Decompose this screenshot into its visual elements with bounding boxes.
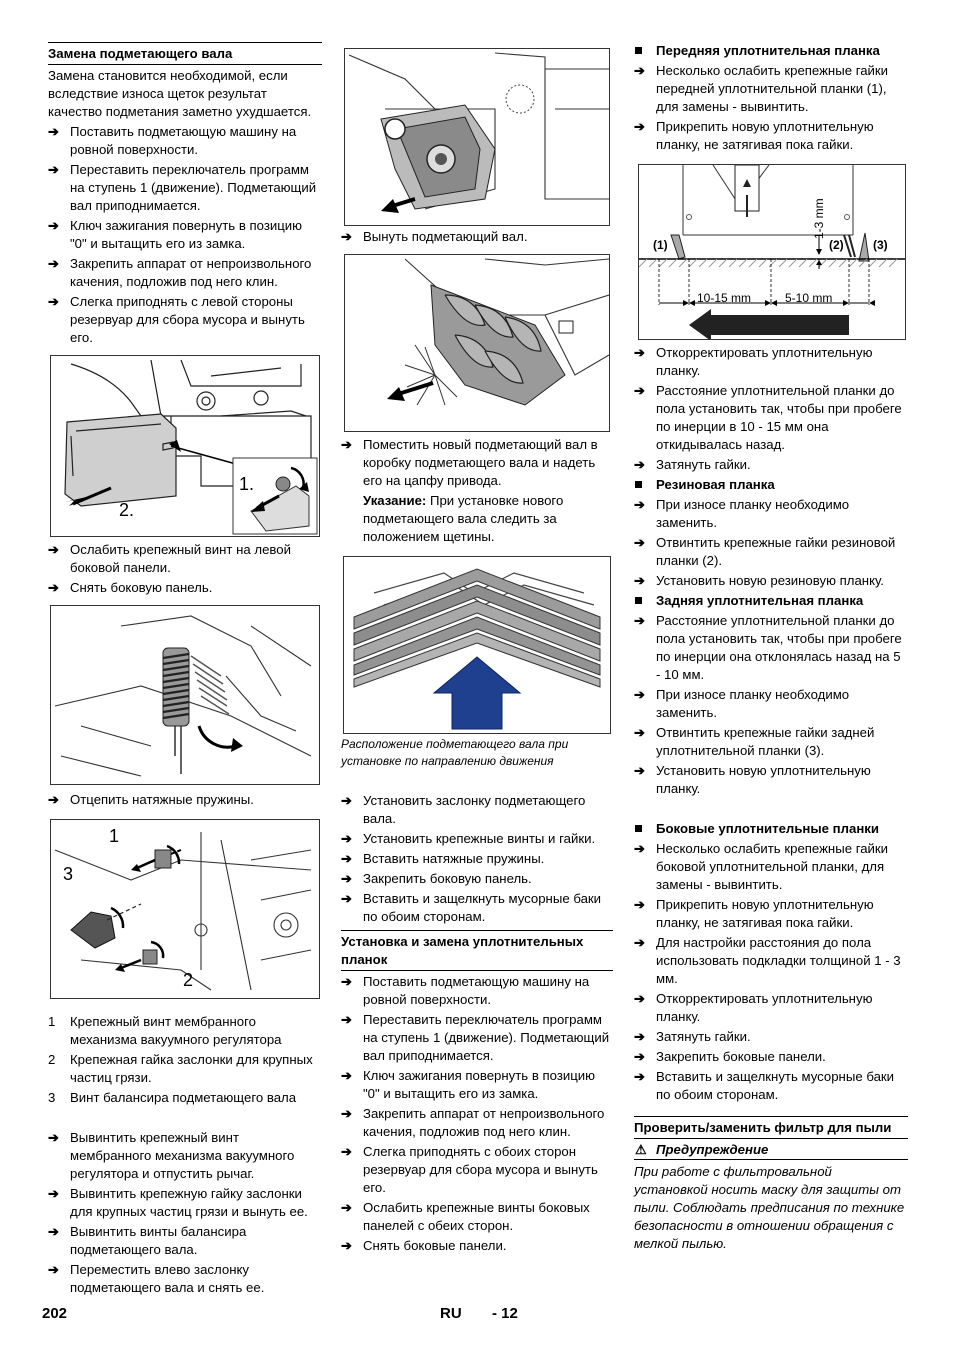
- step-item: [341, 792, 613, 828]
- arrow-right-icon: ➔: [634, 1069, 646, 1084]
- subheading-rubber-strip: Резиновая планка: [634, 476, 908, 494]
- arrow-right-icon: ➔: [634, 119, 646, 134]
- step-text: Отвинтить крепежные гайки резиновой планки (2).: [656, 535, 896, 568]
- step-list: [48, 123, 322, 347]
- section-heading: Замена подметающего вала: [48, 42, 322, 65]
- arrow-right-icon: ➔: [48, 124, 60, 139]
- step-item: [634, 344, 908, 380]
- arrow-right-icon: ➔: [341, 793, 353, 808]
- legend-number: 3: [48, 1090, 56, 1105]
- legend-text: Крепежный винт мембранного механизма вакуумного регулятора: [70, 1014, 282, 1047]
- arrow-right-icon: ➔: [341, 437, 353, 452]
- step-list: [341, 792, 613, 926]
- step-item: [48, 1223, 322, 1259]
- arrow-right-icon: ➔: [634, 725, 646, 740]
- step-item: [634, 762, 908, 798]
- step-text: Вставить и защелкнуть мусорные баки по обоим сторонам.: [363, 891, 602, 924]
- arrow-right-icon: ➔: [634, 935, 646, 950]
- step-list: [634, 344, 908, 474]
- arrow-right-icon: ➔: [634, 573, 646, 588]
- arrow-right-icon: ➔: [634, 687, 646, 702]
- step-item: [341, 1011, 613, 1065]
- step-text: При износе планку необходимо заменить.: [656, 687, 850, 720]
- step-item: [341, 1143, 613, 1197]
- step-item: [341, 973, 613, 1009]
- step-text: Установить новую резиновую планку.: [656, 573, 884, 588]
- step-item: [48, 123, 322, 159]
- figure-label-2: 2.: [119, 500, 135, 520]
- step-text: Отцепить натяжные пружины.: [70, 792, 254, 807]
- diagram-gap-label: 1-3 mm: [812, 198, 826, 239]
- step-list: [634, 62, 908, 154]
- step-item: [634, 456, 908, 474]
- intro-text: Замена становится необходимой, если вследствие износа щеток результат качество подметания заметно ухудшается.: [48, 68, 312, 119]
- step-text: Установить заслонку подметающего вала.: [363, 793, 586, 826]
- warning-text: При работе с фильтровальной установкой носить маску для защиты от пыли. Соблюдать предписания по технике безопасности в отношении обращения с мелкой пылью.: [634, 1164, 905, 1251]
- step-text: Переместить влево заслонку подметающего вала и снять ее.: [70, 1262, 265, 1295]
- step-item: [634, 1048, 908, 1066]
- step-text: Снять боковые панели.: [363, 1238, 507, 1253]
- step-text: Поставить подметающую машину на ровной поверхности.: [363, 974, 590, 1007]
- arrow-right-icon: ➔: [341, 851, 353, 866]
- step-text: Для настройки расстояния до пола использовать подкладки толщиной 1 - 3 мм.: [656, 935, 901, 986]
- section-heading: Установка и замена уплотнительных планок: [341, 930, 613, 971]
- step-item: [634, 572, 908, 590]
- step-list: [341, 436, 613, 490]
- step-text: Откорректировать уплотнительную планку.: [656, 345, 873, 378]
- step-text: Слегка приподнять с обоих сторон резервуар для сбора мусора и вынуть его.: [363, 1144, 598, 1195]
- legend-item: [48, 1051, 322, 1087]
- step-item: [634, 990, 908, 1026]
- arrow-right-icon: ➔: [48, 162, 60, 177]
- arrow-right-icon: ➔: [634, 613, 646, 628]
- step-list: [341, 228, 613, 246]
- step-text: Ключ зажигания повернуть в позицию "0" и вытащить его из замка.: [363, 1068, 596, 1101]
- step-text: Затянуть гайки.: [656, 1029, 751, 1044]
- step-text: Несколько ослабить крепежные гайки передней уплотнительной планки (1), для замены - вывинтить.: [656, 63, 889, 114]
- arrow-right-icon: ➔: [634, 457, 646, 472]
- step-item: [634, 1068, 908, 1104]
- step-list: [634, 840, 908, 1104]
- arrow-right-icon: ➔: [48, 580, 60, 595]
- step-item: [341, 228, 613, 246]
- step-item: [634, 534, 908, 570]
- step-item: [48, 579, 322, 597]
- arrow-right-icon: ➔: [341, 1068, 353, 1083]
- arrow-right-icon: ➔: [341, 871, 353, 886]
- arrow-right-icon: ➔: [48, 256, 60, 271]
- arrow-right-icon: ➔: [48, 294, 60, 309]
- arrow-right-icon: ➔: [341, 1200, 353, 1215]
- arrow-right-icon: ➔: [48, 1262, 60, 1277]
- step-list: [48, 791, 322, 809]
- step-text: Снять боковую панель.: [70, 580, 213, 595]
- step-text: Вынуть подметающий вал.: [363, 229, 528, 244]
- diagram-label-2: (2): [829, 238, 844, 252]
- step-text: Вывинтить винты балансира подметающего вала.: [70, 1224, 247, 1257]
- legend-item: [48, 1089, 322, 1107]
- arrow-right-icon: ➔: [48, 792, 60, 807]
- step-text: Вставить натяжные пружины.: [363, 851, 545, 866]
- step-item: [634, 118, 908, 154]
- step-text: Затянуть гайки.: [656, 457, 751, 472]
- step-list: [634, 612, 908, 798]
- step-text: При износе планку необходимо заменить.: [656, 497, 850, 530]
- step-item: [341, 1199, 613, 1235]
- step-item: [634, 382, 908, 454]
- step-item: [48, 255, 322, 291]
- step-text: Поместить новый подметающий вал в коробку подметающего вала и надеть его на цапфу привода.: [363, 437, 598, 488]
- step-text: Ослабить крепежные винты боковых панелей с обеих сторон.: [363, 1200, 590, 1233]
- subheading-front-strip: Передняя уплотнительная планка: [634, 42, 908, 60]
- figure-label-2: 2: [183, 970, 194, 990]
- arrow-right-icon: ➔: [48, 1224, 60, 1239]
- step-list: [634, 496, 908, 590]
- column-right: [634, 42, 908, 1253]
- arrow-right-icon: ➔: [341, 1106, 353, 1121]
- step-text: Ключ зажигания повернуть в позицию "0" и вытащить его из замка.: [70, 218, 303, 251]
- diagram-label-1: (1): [653, 238, 668, 252]
- step-item: [341, 1237, 613, 1255]
- arrow-right-icon: ➔: [48, 542, 60, 557]
- arrow-right-icon: ➔: [634, 1029, 646, 1044]
- step-item: [341, 890, 613, 926]
- step-item: [48, 1129, 322, 1183]
- warning-title: Предупреждение: [656, 1142, 769, 1157]
- arrow-right-icon: ➔: [341, 1144, 353, 1159]
- step-item: [341, 1067, 613, 1103]
- arrow-right-icon: ➔: [634, 497, 646, 512]
- figure-bristle-direction: [343, 556, 611, 734]
- step-item: [634, 496, 908, 532]
- diagram-dim-rear: 5-10 mm: [785, 291, 833, 305]
- step-text: Ослабить крепежный винт на левой боковой панели.: [70, 542, 291, 575]
- note-label: Указание:: [363, 493, 427, 508]
- arrow-right-icon: ➔: [48, 218, 60, 233]
- subheading-side-strips: Боковые уплотнительные планки: [634, 820, 908, 838]
- step-text: Отвинтить крепежные гайки задней уплотнительной планки (3).: [656, 725, 875, 758]
- arrow-right-icon: ➔: [634, 383, 646, 398]
- step-item: [341, 850, 613, 868]
- arrow-right-icon: ➔: [341, 229, 353, 244]
- step-item: [48, 1185, 322, 1221]
- figure-caption: Расположение подметающего вала при установке по направлению движения: [341, 737, 569, 768]
- arrow-right-icon: ➔: [634, 535, 646, 550]
- column-left: [48, 42, 322, 1299]
- step-item: [634, 612, 908, 684]
- step-list: [48, 541, 322, 597]
- step-text: Слегка приподнять с левой стороны резервуар для сбора мусора и вынуть его.: [70, 294, 305, 345]
- figure-springs: [50, 605, 320, 785]
- step-item: [341, 436, 613, 490]
- step-text: Закрепить аппарат от непроизвольного качения, подложив под него клин.: [363, 1106, 605, 1139]
- step-text: Откорректировать уплотнительную планку.: [656, 991, 873, 1024]
- arrow-right-icon: ➔: [341, 1238, 353, 1253]
- subheading-rear-strip: Задняя уплотнительная планка: [634, 592, 908, 610]
- page-number: 202: [42, 1305, 68, 1322]
- step-item: [48, 541, 322, 577]
- step-item: [48, 1261, 322, 1297]
- step-text: Прикрепить новую уплотнительную планку, не затягивая пока гайки.: [656, 119, 874, 152]
- legend-list: [48, 1013, 322, 1107]
- section-heading: Проверить/заменить фильтр для пыли: [634, 1116, 908, 1139]
- section-page-number: - 12: [492, 1305, 518, 1322]
- figure-side-panel: [50, 355, 320, 537]
- arrow-right-icon: ➔: [634, 841, 646, 856]
- note-text: При установке нового подметающего вала следить за положением щетины.: [363, 493, 564, 544]
- arrow-right-icon: ➔: [634, 1049, 646, 1064]
- figure-remove-roller: [344, 48, 610, 226]
- step-text: Переставить переключатель программ на ступень 1 (движение). Подметающий вал приподнимается.: [70, 162, 317, 213]
- step-item: [48, 217, 322, 253]
- step-item: [341, 1105, 613, 1141]
- step-text: Расстояние уплотнительной планки до пола установить так, чтобы при пробеге по инерции она отклонялась назад на 5 - 10 мм.: [656, 613, 902, 682]
- diagram-dim-front: 10-15 mm: [697, 291, 752, 305]
- step-text: Вывинтить крепежный винт мембранного механизма вакуумного регулятора и отпустить рычаг.: [70, 1130, 295, 1181]
- step-item: [341, 870, 613, 888]
- step-text: Закрепить боковые панели.: [656, 1049, 826, 1064]
- step-item: [48, 791, 322, 809]
- arrow-right-icon: ➔: [341, 831, 353, 846]
- language-code: RU: [440, 1305, 462, 1322]
- diagram-label-3: (3): [873, 238, 888, 252]
- step-item: [634, 724, 908, 760]
- arrow-right-icon: ➔: [634, 897, 646, 912]
- legend-text: Крепежная гайка заслонки для крупных частиц грязи.: [70, 1052, 313, 1085]
- figure-label-1: 1.: [239, 474, 255, 494]
- warning-heading: [634, 1141, 908, 1160]
- step-item: [634, 934, 908, 988]
- arrow-right-icon: ➔: [634, 63, 646, 78]
- step-text: Расстояние уплотнительной планки до пола установить так, чтобы при пробеге по инерции в 10 - 15 мм она откидывалась назад.: [656, 383, 902, 452]
- step-text: Вывинтить крепежную гайку заслонки для крупных частиц грязи и вынуть ее.: [70, 1186, 308, 1219]
- figure-seal-strips-diagram: [638, 164, 906, 340]
- step-item: [634, 840, 908, 894]
- step-item: [48, 161, 322, 215]
- figure-insert-roller: [344, 254, 610, 432]
- legend-number: 1: [48, 1014, 56, 1029]
- figure-screws: [50, 819, 320, 999]
- step-text: Закрепить аппарат от непроизвольного качения, подложив под него клин.: [70, 256, 312, 289]
- column-middle: [341, 48, 613, 1257]
- arrow-right-icon: ➔: [341, 1012, 353, 1027]
- step-item: [48, 293, 322, 347]
- arrow-right-icon: ➔: [341, 974, 353, 989]
- step-item: [341, 830, 613, 848]
- step-text: Закрепить боковую панель.: [363, 871, 532, 886]
- step-text: Переставить переключатель программ на ступень 1 (движение). Подметающий вал приподнимается.: [363, 1012, 610, 1063]
- step-text: Вставить и защелкнуть мусорные баки по обоим сторонам.: [656, 1069, 895, 1102]
- arrow-right-icon: ➔: [634, 991, 646, 1006]
- step-text: Установить крепежные винты и гайки.: [363, 831, 596, 846]
- arrow-right-icon: ➔: [634, 763, 646, 778]
- step-text: Несколько ослабить крепежные гайки боковой уплотнительной планки, для замены - вывинтить.: [656, 841, 889, 892]
- note-paragraph: [341, 492, 613, 546]
- figure-label-1: 1: [109, 826, 120, 846]
- step-item: [634, 896, 908, 932]
- arrow-right-icon: ➔: [341, 891, 353, 906]
- arrow-right-icon: ➔: [48, 1186, 60, 1201]
- step-item: [634, 62, 908, 116]
- figure-label-3: 3: [63, 864, 74, 884]
- arrow-right-icon: ➔: [48, 1130, 60, 1145]
- step-text: Поставить подметающую машину на ровной поверхности.: [70, 124, 297, 157]
- step-item: [634, 1028, 908, 1046]
- step-text: Прикрепить новую уплотнительную планку, не затягивая пока гайки.: [656, 897, 874, 930]
- step-list: [48, 1129, 322, 1297]
- step-text: Установить новую уплотнительную планку.: [656, 763, 871, 796]
- warning-triangle-icon: ⚠: [635, 1142, 647, 1157]
- legend-item: [48, 1013, 322, 1049]
- step-item: [634, 686, 908, 722]
- legend-text: Винт балансира подметающего вала: [70, 1090, 297, 1105]
- arrow-right-icon: ➔: [634, 345, 646, 360]
- legend-number: 2: [48, 1052, 56, 1067]
- step-list: [341, 973, 613, 1255]
